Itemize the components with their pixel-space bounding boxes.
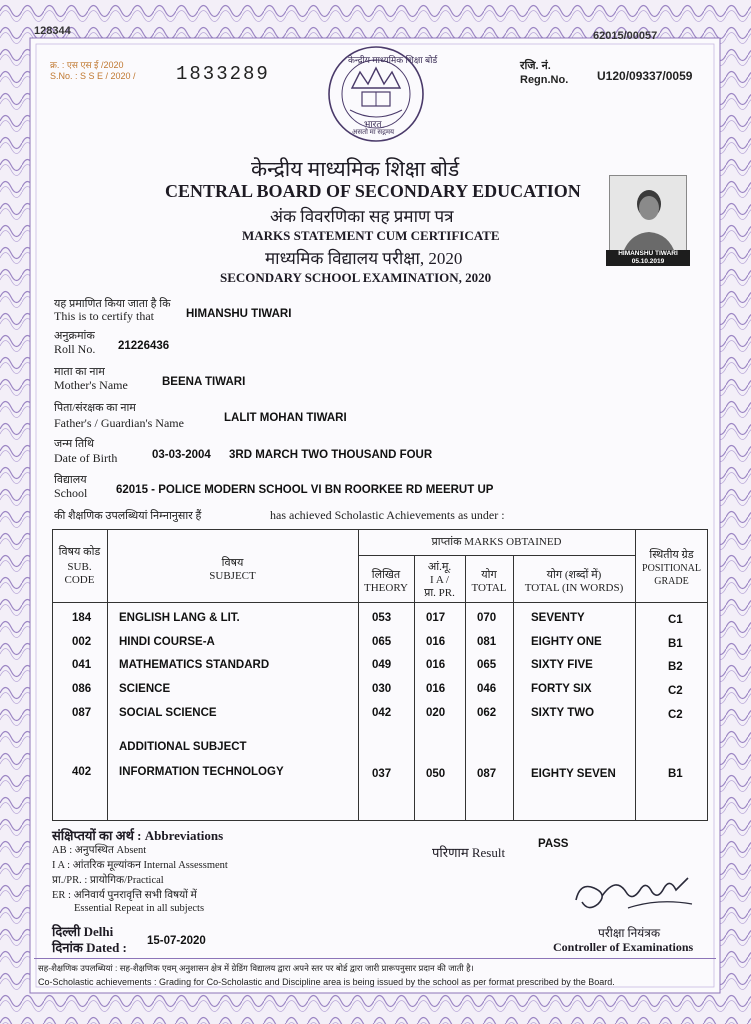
cell-total: 065	[477, 659, 497, 671]
cell-total: 070	[477, 612, 497, 624]
dated-label: दिनांक Dated :	[52, 940, 127, 955]
top-left-number: 128344	[34, 25, 71, 37]
additional-subject-label: ADDITIONAL SUBJECT	[119, 741, 247, 753]
cell-grade: B2	[668, 661, 683, 673]
cell-subject: INFORMATION TECHNOLOGY	[119, 766, 284, 778]
marks-subheader-divider	[358, 555, 635, 556]
dob-label-english: Date of Birth	[54, 451, 118, 465]
exam-title-english: SECONDARY SCHOOL EXAMINATION, 2020	[220, 270, 492, 285]
school-label-english: School	[54, 486, 88, 500]
cell-ia: 017	[426, 612, 446, 624]
header-total-words-hindi: योग (शब्दों में)	[546, 569, 602, 581]
header-theory-english: THEORY	[364, 582, 408, 594]
school-name: 62015 - POLICE MODERN SCHOOL VI BN ROORKEE RD MEERUT UP	[116, 484, 494, 496]
certificate-number: 1833289	[176, 63, 270, 85]
result-value: PASS	[538, 838, 569, 850]
top-right-number: 62015/00057	[593, 30, 658, 42]
cell-ia: 016	[426, 683, 446, 695]
header-theory	[358, 569, 414, 595]
regn-number: U120/09337/0059	[597, 69, 693, 83]
place-hindi: दिल्ली	[52, 924, 81, 939]
seal-text-top: केन्द्रीय माध्यमिक शिक्षा बोर्ड	[348, 55, 438, 65]
achieved-label-english: has achieved Scholastic Achievements as under :	[270, 508, 505, 522]
header-code-hindi: विषय कोड	[58, 546, 101, 558]
roll-number: 21226436	[118, 340, 170, 352]
cell-subject: MATHEMATICS STANDARD	[119, 659, 270, 671]
footer-divider	[34, 958, 716, 959]
controller-title-hindi: परीक्षा नियंत्रक	[598, 926, 661, 940]
photo-caption-name: HIMANSHU TIWARI	[618, 250, 678, 257]
header-subject-hindi: विषय	[221, 557, 244, 569]
header-code-english: SUB. CODE	[64, 561, 95, 586]
footer-note-english: Co-Scholastic achievements : Grading for Co-Scholastic and Discipline area is being issued by the school as per format prescribed by the Board.	[38, 977, 615, 987]
regn-label-hindi: रजि. नं.	[520, 60, 551, 72]
cell-code: 087	[72, 707, 92, 719]
student-name: HIMANSHU TIWARI	[186, 308, 292, 320]
father-label-hindi: पिता/संरक्षक का नाम	[54, 402, 136, 414]
cell-ia: 016	[426, 659, 446, 671]
cell-total-words: SIXTY FIVE	[531, 659, 593, 671]
header-subject-english: SUBJECT	[209, 570, 256, 582]
seal-text-bottom: भारत	[364, 119, 382, 129]
certify-label-hindi: यह प्रमाणित किया जाता है कि	[54, 298, 171, 310]
sno-label-hindi: क्र. : एस एस ई /2020	[50, 60, 124, 70]
cell-theory: 065	[372, 636, 392, 648]
controller-signature	[568, 868, 698, 918]
abbreviations-title: संक्षिप्तयों का अर्थ : Abbreviations	[52, 828, 224, 843]
cell-theory: 049	[372, 659, 392, 671]
abbr-absent: AB : अनुपस्थित Absent	[52, 845, 147, 856]
document-title-english: MARKS STATEMENT CUM CERTIFICATE	[242, 228, 500, 243]
cell-total-words: FORTY SIX	[531, 683, 592, 695]
header-total-english: TOTAL	[471, 582, 507, 594]
cell-code: 002	[72, 636, 92, 648]
abbr-practical: प्रा./PR. : प्रायोगिक/Practical	[52, 875, 164, 886]
regn-label-english: Regn.No.	[520, 74, 569, 86]
cell-total: 081	[477, 636, 497, 648]
cell-grade: C2	[668, 709, 683, 721]
photo-caption-date: 05.10.2019	[631, 258, 665, 265]
header-ia-hindi: आं.मू.	[427, 561, 452, 573]
footer-note-hindi: सह-शैक्षणिक उपलब्धियां : सह-शैक्षणिक एवम् अनुशासन क्षेत्र में ग्रेडिंग विद्यालय द्वारा अपने स्तर पर बोर्ड द्वारा जारी प्रारूपनुसार प्रदान की जाती है।	[38, 963, 474, 973]
sno-label-english: S.No. : S S E / 2020 /	[50, 71, 136, 81]
header-grade-english: POSITIONAL GRADE	[642, 563, 701, 587]
table-header-divider	[52, 602, 708, 603]
cell-code: 184	[72, 612, 92, 624]
abbr-essential-repeat: ER : अनिवार्य पुनरावृत्ति सभी विषयों में	[52, 890, 197, 901]
header-total-words	[513, 569, 635, 595]
header-ia-english: I A /	[430, 574, 449, 586]
cell-total-words: SEVENTY	[531, 612, 585, 624]
abbr-internal-assessment: I A : आंतरिक मूल्यांकन Internal Assessment	[52, 860, 228, 871]
cell-total: 087	[477, 768, 497, 780]
header-grade	[635, 549, 708, 588]
cell-theory: 053	[372, 612, 392, 624]
controller-title-english: Controller of Examinations	[553, 940, 694, 954]
cell-ia: 016	[426, 636, 446, 648]
exam-title-hindi: माध्यमिक विद्यालय परीक्षा, 2020	[265, 249, 463, 268]
cell-grade: C2	[668, 685, 683, 697]
roll-label-english: Roll No.	[54, 342, 96, 356]
seal-motto: असतो मा सद्गमय	[352, 128, 395, 136]
cell-subject: HINDI COURSE-A	[119, 636, 215, 648]
cell-ia: 020	[426, 707, 446, 719]
cell-subject: ENGLISH LANG & LIT.	[119, 612, 240, 624]
cell-subject: SCIENCE	[119, 683, 171, 695]
cell-theory: 037	[372, 768, 392, 780]
cell-subject: SOCIAL SCIENCE	[119, 707, 217, 719]
header-total-words-english: TOTAL (IN WORDS)	[524, 582, 624, 594]
date-of-birth-words: 3RD MARCH TWO THOUSAND FOUR	[229, 449, 433, 461]
cell-theory: 030	[372, 683, 392, 695]
result-label: परिणाम Result	[432, 845, 506, 860]
cell-code: 041	[72, 659, 92, 671]
certify-label-english: This is to certify that	[54, 309, 154, 323]
header-code	[52, 546, 107, 587]
cell-code: 086	[72, 683, 92, 695]
mother-name: BEENA TIWARI	[162, 376, 246, 388]
father-label-english: Father's / Guardian's Name	[54, 416, 184, 430]
document-title-hindi: अंक विवरणिका सह प्रमाण पत्र	[270, 207, 454, 226]
cell-grade: B1	[668, 638, 683, 650]
place-english: Delhi	[83, 924, 114, 939]
cell-code: 402	[72, 766, 92, 778]
cell-total-words: EIGHTY ONE	[531, 636, 602, 648]
abbr-essential-repeat-english: Essential Repeat in all subjects	[74, 903, 205, 914]
board-title-english: CENTRAL BOARD OF SECONDARY EDUCATION	[165, 181, 581, 201]
achieved-label-hindi: की शैक्षणिक उपलब्धियां निम्नानुसार हैं	[54, 510, 202, 522]
mother-label-hindi: माता का नाम	[54, 366, 105, 378]
cell-total-words: SIXTY TWO	[531, 707, 595, 719]
cell-total: 062	[477, 707, 497, 719]
header-grade-hindi: स्थितीय ग्रेड	[649, 549, 694, 561]
header-total	[465, 569, 513, 595]
photo-caption	[606, 250, 690, 266]
header-total-hindi: योग	[481, 569, 497, 581]
school-label-hindi: विद्यालय	[54, 474, 87, 486]
cell-ia: 050	[426, 768, 446, 780]
dob-label-hindi: जन्म तिथि	[54, 438, 94, 450]
cell-total: 046	[477, 683, 497, 695]
issue-date: 15-07-2020	[147, 935, 206, 947]
cell-grade: B1	[668, 768, 683, 780]
header-theory-hindi: लिखित	[371, 569, 401, 581]
date-of-birth: 03-03-2004	[152, 449, 211, 461]
father-name: LALIT MOHAN TIWARI	[224, 412, 347, 424]
header-ia	[414, 561, 465, 600]
header-subject	[107, 557, 358, 583]
board-title-hindi: केन्द्रीय माध्यमिक शिक्षा बोर्ड	[251, 157, 460, 181]
cell-total-words: EIGHTY SEVEN	[531, 768, 616, 780]
header-ia-practical: प्रा. PR.	[424, 587, 455, 599]
roll-label-hindi: अनुक्रमांक	[54, 330, 95, 342]
mother-label-english: Mother's Name	[54, 378, 128, 392]
cell-grade: C1	[668, 614, 683, 626]
header-marks-obtained: प्राप्तांक MARKS OBTAINED	[431, 536, 562, 548]
cell-theory: 042	[372, 707, 392, 719]
